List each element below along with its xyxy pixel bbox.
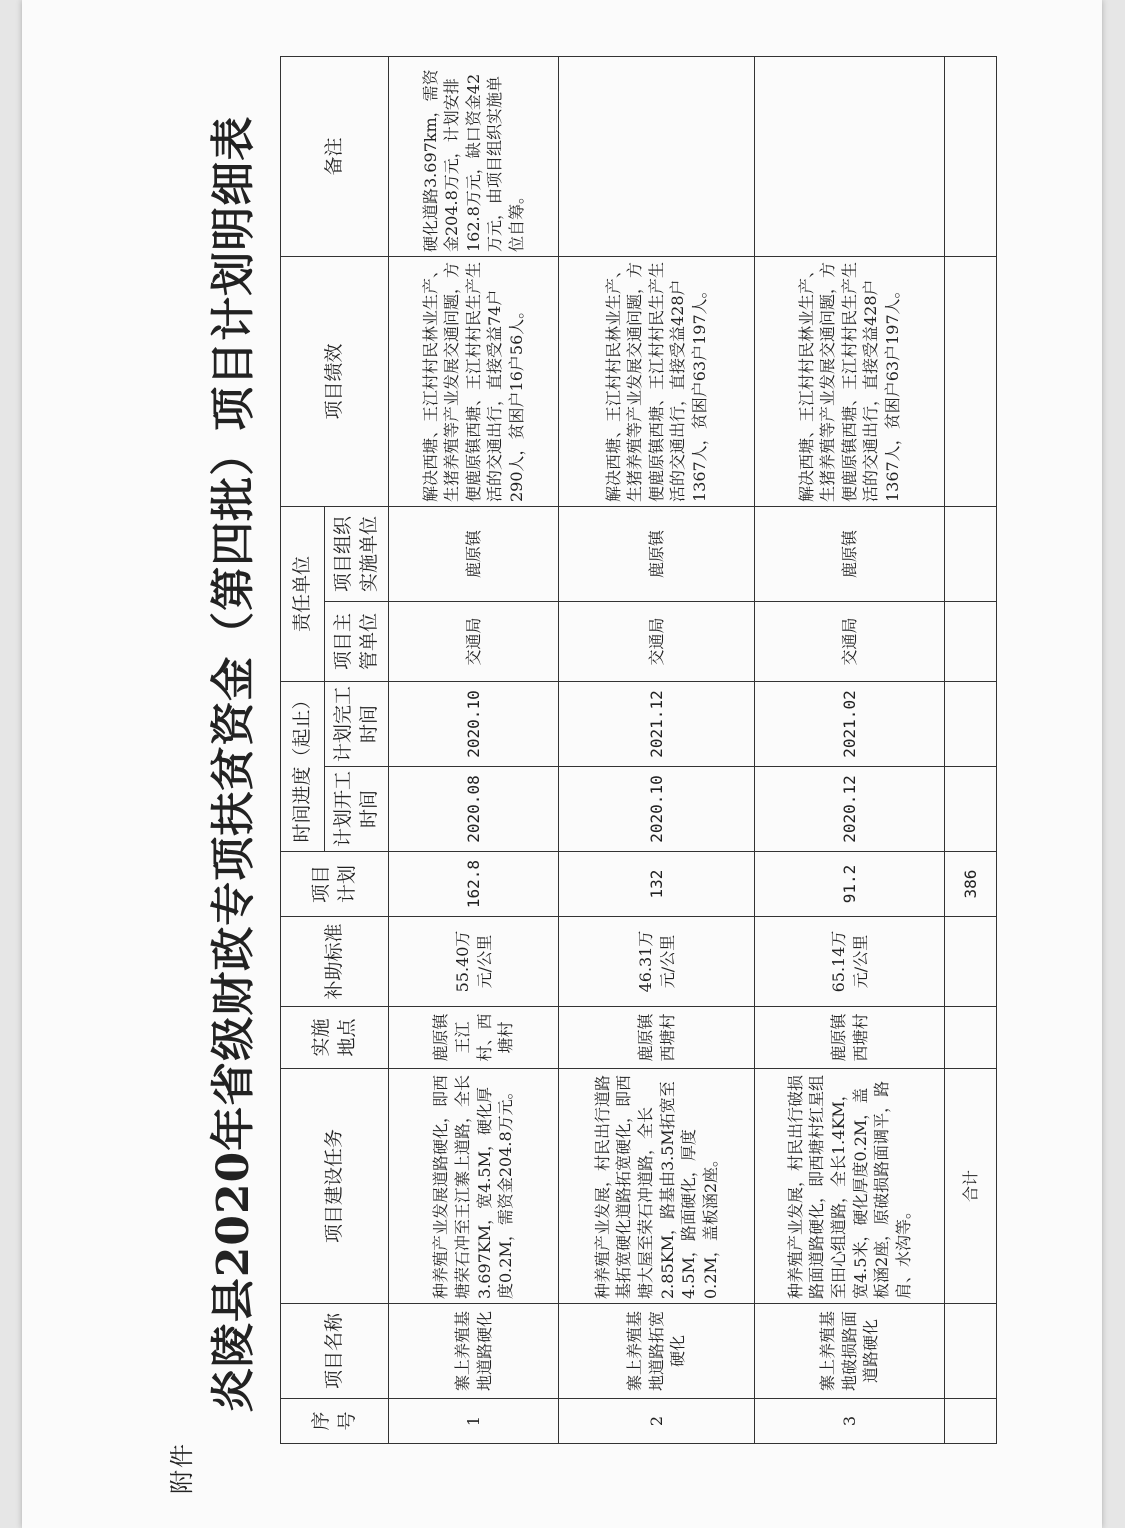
row-seq: 1 bbox=[389, 1399, 559, 1444]
header-name: 项目名称 bbox=[281, 1304, 389, 1399]
total-name-cell bbox=[945, 1304, 997, 1399]
row-seq: 2 bbox=[559, 1399, 755, 1444]
row-supervisor: 交通局 bbox=[389, 602, 559, 682]
row-location: 鹿原镇王江村、西塘村 bbox=[389, 1007, 559, 1069]
table-row bbox=[389, 57, 559, 1444]
row-remarks bbox=[755, 57, 945, 257]
total-supervisor-cell bbox=[945, 602, 997, 682]
row-end: 2021.02 bbox=[755, 682, 945, 767]
row-supervisor: 交通局 bbox=[755, 602, 945, 682]
document-page bbox=[22, 0, 1102, 1528]
row-end: 2021.12 bbox=[559, 682, 755, 767]
row-performance: 解决西塘、王江村村民林业生产、生猪养殖等产业发展交通问题，方便鹿原镇西塘、王江村村民生产生活的交通出行，直接受益74户290人，贫困户16户56人。 bbox=[389, 257, 559, 507]
row-name: 寨上养殖基地道路拓宽硬化 bbox=[559, 1304, 755, 1399]
project-table bbox=[280, 56, 997, 1444]
total-seq-cell bbox=[945, 1399, 997, 1444]
row-implementer: 鹿原镇 bbox=[559, 507, 755, 602]
row-start: 2020.08 bbox=[389, 767, 559, 852]
header-location: 实施地点 bbox=[281, 1007, 389, 1069]
header-implementer: 项目组织实施单位 bbox=[325, 507, 389, 602]
row-supervisor: 交通局 bbox=[559, 602, 755, 682]
row-implementer: 鹿原镇 bbox=[755, 507, 945, 602]
row-start: 2020.10 bbox=[559, 767, 755, 852]
row-subsidy: 55.40万元/公里 bbox=[389, 917, 559, 1007]
header-row bbox=[281, 57, 325, 1444]
row-name: 寨上养殖基地道路硬化 bbox=[389, 1304, 559, 1399]
rotated-document bbox=[32, 14, 1032, 1514]
header-end: 计划完工时间 bbox=[325, 682, 389, 767]
document-title: 炎陵县2020年省级财政专项扶贫资金（第四批）项目计划明细表 bbox=[208, 115, 259, 1413]
attachment-label: 附件 bbox=[168, 1442, 196, 1494]
total-end-cell bbox=[945, 682, 997, 767]
total-plan: 386 bbox=[945, 852, 997, 917]
total-performance-cell bbox=[945, 257, 997, 507]
row-plan: 162.8 bbox=[389, 852, 559, 917]
table-row bbox=[755, 57, 945, 1444]
row-plan: 132 bbox=[559, 852, 755, 917]
header-remarks: 备注 bbox=[281, 57, 389, 257]
table-row bbox=[559, 57, 755, 1444]
total-implementer-cell bbox=[945, 507, 997, 602]
total-location-cell bbox=[945, 1007, 997, 1069]
row-subsidy: 46.31万元/公里 bbox=[559, 917, 755, 1007]
total-start-cell bbox=[945, 767, 997, 852]
total-label: 合计 bbox=[945, 1069, 997, 1304]
header-seq: 序号 bbox=[281, 1399, 389, 1444]
row-task: 种养殖产业发展，村民出行道路基拓宽硬化道路拓宽硬化，即西塘大屋至荣石冲道路，全长2.85KM，路基由3.5M拓宽至4.5M，路面硬化，厚度0.2M，盖板涵2座。 bbox=[559, 1069, 755, 1304]
total-subsidy-cell bbox=[945, 917, 997, 1007]
row-start: 2020.12 bbox=[755, 767, 945, 852]
header-plan: 项目计划 bbox=[281, 852, 389, 917]
header-task: 项目建设任务 bbox=[281, 1069, 389, 1304]
row-task: 种养殖产业发展道路硬化，即西塘荣石冲至王江寨上道路，全长3.697KM，宽4.5M，硬化厚度0.2M，需资金204.8万元。 bbox=[389, 1069, 559, 1304]
row-implementer: 鹿原镇 bbox=[389, 507, 559, 602]
row-name: 寨上养殖基地破损路面道路硬化 bbox=[755, 1304, 945, 1399]
row-remarks bbox=[559, 57, 755, 257]
row-end: 2020.10 bbox=[389, 682, 559, 767]
row-location: 鹿原镇西塘村 bbox=[755, 1007, 945, 1069]
row-plan: 91.2 bbox=[755, 852, 945, 917]
header-progress: 时间进度（起止） bbox=[281, 682, 325, 852]
row-seq: 3 bbox=[755, 1399, 945, 1444]
total-row bbox=[945, 57, 997, 1444]
header-responsible: 责任单位 bbox=[281, 507, 325, 682]
row-subsidy: 65.14万元/公里 bbox=[755, 917, 945, 1007]
header-supervisor: 项目主管单位 bbox=[325, 602, 389, 682]
row-performance: 解决西塘、王江村村民林业生产、生猪养殖等产业发展交通问题，方便鹿原镇西塘、王江村村民生产生活的交通出行，直接受益428户1367人，贫困户63户197人。 bbox=[755, 257, 945, 507]
row-performance: 解决西塘、王江村村民林业生产、生猪养殖等产业发展交通问题，方便鹿原镇西塘、王江村村民生产生活的交通出行，直接受益428户1367人，贫困户63户197人。 bbox=[559, 257, 755, 507]
header-subsidy: 补助标准 bbox=[281, 917, 389, 1007]
header-performance: 项目绩效 bbox=[281, 257, 389, 507]
header-start: 计划开工时间 bbox=[325, 767, 389, 852]
row-task: 种养殖产业发展，村民出行破损路面道路硬化，即西塘村红星组至田心组道路，全长1.4KM，宽4.5米，硬化厚度0.2M，盖板涵2座，原破损路面调平，路肩、水沟等。 bbox=[755, 1069, 945, 1304]
row-remarks: 硬化道路3.697km，需资金204.8万元，计划安排162.8万元，缺口资金42万元，由项目组织实施单位自筹。 bbox=[389, 57, 559, 257]
row-location: 鹿原镇西塘村 bbox=[559, 1007, 755, 1069]
total-remarks-cell bbox=[945, 57, 997, 257]
